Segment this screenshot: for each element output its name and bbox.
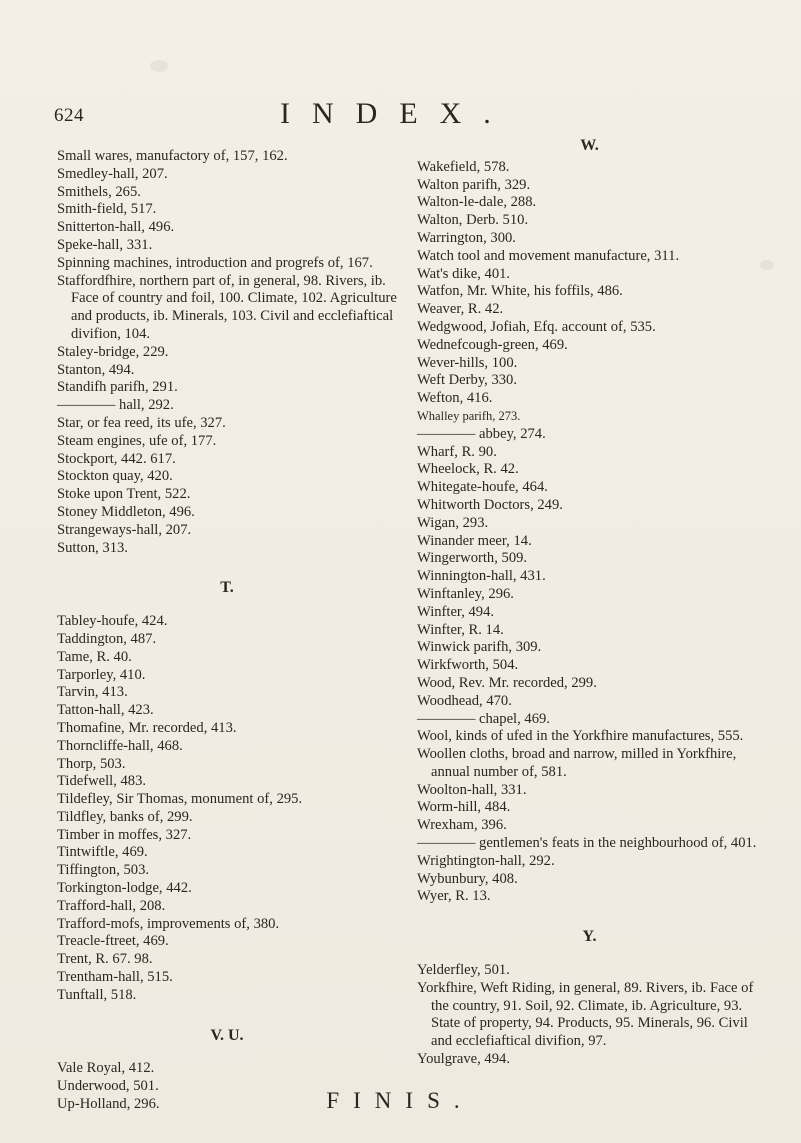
page-number: 624 xyxy=(54,105,84,126)
index-entry: Wood, Rev. Mr. recorded, 299. xyxy=(417,674,597,691)
index-entry: Wednefcough-green, 469. xyxy=(417,336,568,353)
entries-s xyxy=(57,148,397,557)
index-entry: Weaver, R. 42. xyxy=(417,301,504,318)
index-entry: Stoke upon Trent, 522. xyxy=(57,486,191,503)
section-letter-y: Y. xyxy=(582,928,597,946)
index-entry: Thorncliffe-hall, 468. xyxy=(57,737,183,754)
index-entry: Whitegate-houfe, 464. xyxy=(417,479,548,496)
index-entry: Wingerworth, 509. xyxy=(417,550,528,567)
index-entry: Winftanley, 296. xyxy=(417,585,514,602)
index-entry: Wedgwood, Jofiah, Efq. account of, 535. xyxy=(417,318,656,335)
index-entry: Star, or fea reed, its ufe, 327. xyxy=(57,414,226,431)
index-entry: Warrington, 300. xyxy=(417,229,516,246)
index-entry: Smith-field, 517. xyxy=(57,201,157,218)
index-entry: ———— chapel, 469. xyxy=(417,710,550,727)
index-entry: Yelderfley, 501. xyxy=(417,962,510,979)
index-entry: Underwood, 501. xyxy=(57,1078,159,1095)
index-entry: ———— abbey, 274. xyxy=(417,425,546,442)
index-entry: Tarvin, 413. xyxy=(57,684,128,701)
index-entry: Winander meer, 14. xyxy=(417,532,532,549)
index-entry: Tildefley, Sir Thomas, monument of, 295. xyxy=(57,791,303,808)
index-entry: Wigan, 293. xyxy=(417,514,489,531)
index-entry: Woodhead, 470. xyxy=(417,692,512,709)
index-entry: Walton, Derb. 510. xyxy=(417,212,529,229)
paper-stain xyxy=(150,60,168,72)
index-entry: Wirkfworth, 504. xyxy=(417,657,519,674)
index-entry: Vale Royal, 412. xyxy=(57,1060,155,1077)
index-entry: Strangeways-hall, 207. xyxy=(57,521,192,538)
finis-footer: FINIS. xyxy=(326,1088,474,1113)
index-entry: Staley-bridge, 229. xyxy=(57,343,169,360)
index-entry: Tintwiftle, 469. xyxy=(57,844,148,861)
index-entry: Tabley-houfe, 424. xyxy=(57,613,168,630)
index-entry: Wefton, 416. xyxy=(417,390,493,407)
section-letter-t: T. xyxy=(220,579,234,597)
index-entry: Wool, kinds of ufed in the Yorkfhire manufactures, 555. xyxy=(417,728,744,745)
index-entry: Whitworth Doctors, 249. xyxy=(417,496,563,513)
index-entry: Walton-le-dale, 288. xyxy=(417,194,537,211)
index-entry: Whalley parifh, 273. xyxy=(417,408,521,423)
index-entry: Tatton-hall, 423. xyxy=(57,702,154,719)
index-entry: Trentham-hall, 515. xyxy=(57,969,173,986)
index-title: INDEX. xyxy=(280,97,513,130)
index-entry: Tiffington, 503. xyxy=(57,862,150,879)
index-entry: Trent, R. 67. 98. xyxy=(57,951,153,968)
index-entry: Thomafine, Mr. recorded, 413. xyxy=(57,719,237,736)
index-entry: Winfter, 494. xyxy=(417,603,495,620)
entries-y xyxy=(417,962,762,1069)
index-entry: Treacle-ftreet, 469. xyxy=(57,933,169,950)
index-entry: Sutton, 313. xyxy=(57,539,128,556)
index-entry: Wharf, R. 90. xyxy=(417,443,497,460)
index-entry: Winfter, R. 14. xyxy=(417,621,504,638)
page-header xyxy=(50,95,770,135)
index-entry: Thorp, 503. xyxy=(57,755,126,772)
index-entry: Wybunbury, 408. xyxy=(417,870,518,887)
index-entry: Stoney Middleton, 496. xyxy=(57,503,195,520)
index-entry: Watch tool and movement manufacture, 311. xyxy=(417,247,680,264)
right-column xyxy=(417,137,762,1069)
index-entry: Wever-hills, 100. xyxy=(417,354,518,371)
paper-stain xyxy=(760,260,774,270)
index-entry: Wat's dike, 401. xyxy=(417,265,511,282)
index-entry: Smithels, 265. xyxy=(57,183,141,200)
index-entry: Trafford-hall, 208. xyxy=(57,897,166,914)
index-entry: Tame, R. 40. xyxy=(57,648,132,665)
section-letter-w: W. xyxy=(580,137,599,154)
section-letter-v: V. U. xyxy=(210,1026,244,1044)
index-entry: Wheelock, R. 42. xyxy=(417,461,519,478)
entries-w xyxy=(417,159,762,906)
index-entry: Smedley-hall, 207. xyxy=(57,165,168,182)
index-entry: Speke-hall, 331. xyxy=(57,236,153,253)
index-entry: Tunftall, 518. xyxy=(57,986,137,1003)
index-entry: Tarporley, 410. xyxy=(57,666,146,683)
index-entry: Tildfley, banks of, 299. xyxy=(57,808,193,825)
index-entry: Worm-hill, 484. xyxy=(417,799,511,816)
index-entry: Winwick parifh, 309. xyxy=(417,639,542,656)
index-entry: Staffordfhire, northern part of, in general, 98. Rivers, ib. Face of country and foil, 100. Climate, 102. Agriculture and products, ib. Minerals, 103. Civil and ecclefiaftical divifion, 104. xyxy=(57,272,397,342)
index-entry: Small wares, manufactory of, 157, 162. xyxy=(57,148,288,164)
index-entry: ———— gentlemen's feats in the neighbourhood of, 401. xyxy=(417,835,757,852)
index-entry: Wrightington-hall, 292. xyxy=(417,852,555,869)
index-entry: Stockport, 442. 617. xyxy=(57,450,176,467)
index-entry: Snitterton-hall, 496. xyxy=(57,219,175,236)
index-entry: Stanton, 494. xyxy=(57,361,135,378)
index-entry: Winnington-hall, 431. xyxy=(417,568,546,585)
index-entry: Spinning machines, introduction and progrefs of, 167. xyxy=(57,254,373,271)
index-entry: Youlgrave, 494. xyxy=(417,1051,510,1068)
index-entry: Wyer, R. 13. xyxy=(417,888,491,905)
index-entry: Timber in moffes, 327. xyxy=(57,826,192,843)
index-entry: Stockton quay, 420. xyxy=(57,468,173,485)
entries-t xyxy=(57,613,397,1005)
index-entry: Yorkfhire, Weft Riding, in general, 89. Rivers, ib. Face of the country, 91. Soil, 92. Climate, ib. Agriculture, 93. State of property, 94. Products, 95. Minerals, 96. Civil and ecclefiaftical divifion, 97. xyxy=(417,979,754,1050)
index-entry: Walton parifh, 329. xyxy=(417,176,531,193)
index-entry: ———— hall, 292. xyxy=(57,397,174,414)
index-entry: Up-Holland, 296. xyxy=(57,1096,160,1113)
index-entry: Trafford-mofs, improvements of, 380. xyxy=(57,915,280,932)
index-entry: Woolton-hall, 331. xyxy=(417,781,527,798)
index-entry: Standifh parifh, 291. xyxy=(57,379,178,396)
index-entry: Taddington, 487. xyxy=(57,630,157,647)
index-entry: Torkington-lodge, 442. xyxy=(57,880,192,897)
index-entry: Weft Derby, 330. xyxy=(417,372,518,389)
index-entry: Wakefield, 578. xyxy=(417,158,510,175)
index-entry: Woollen cloths, broad and narrow, milled in Yorkfhire, annual number of, 581. xyxy=(417,746,737,780)
left-column xyxy=(57,148,397,1114)
index-entry: Tidefwell, 483. xyxy=(57,773,147,790)
index-entry: Wrexham, 396. xyxy=(417,817,507,834)
index-entry: Watfon, Mr. White, his foffils, 486. xyxy=(417,283,623,300)
index-entry: Steam engines, ufe of, 177. xyxy=(57,432,217,449)
